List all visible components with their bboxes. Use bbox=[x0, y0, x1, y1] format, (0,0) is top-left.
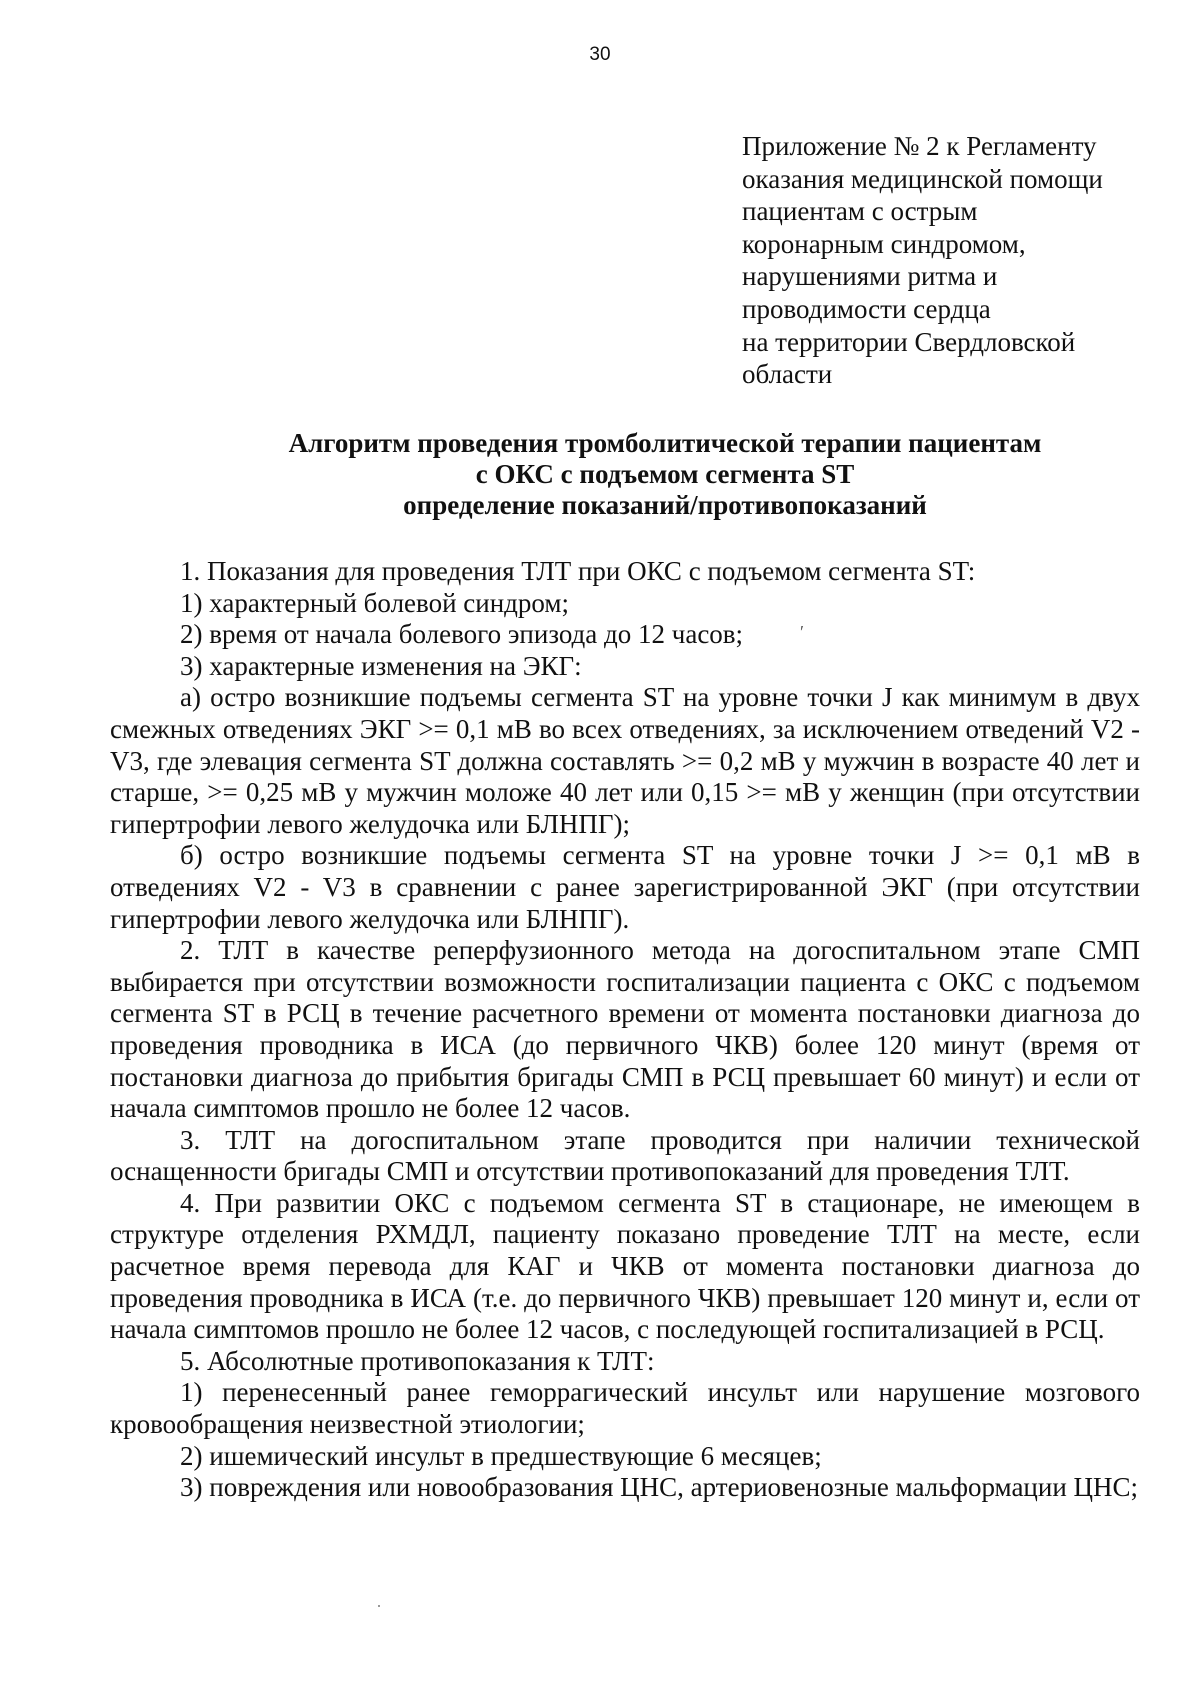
appendix-header bbox=[742, 130, 1162, 391]
scan-dot bbox=[378, 1605, 380, 1607]
paragraph: а) остро возникшие подъемы сегмента ST на уровне точки J как минимум в двух смежных отведениях ЭКГ >= 0,1 мВ во всех отведениях, за исключением отведений V2 - V3, где элевация сегмента ST должна составлять >= 0,2 мВ у мужчин в возрасте 40 лет и старше, >= 0,25 мВ у мужчин моложе 40 лет или 0,15 >= мВ у женщин (при отсутствии гипертрофии левого желудочка или БЛНПГ); bbox=[110, 682, 1140, 839]
appendix-line: оказания медицинской помощи bbox=[742, 163, 1103, 194]
paragraph: 2) ишемический инсульт в предшествующие 6 месяцев; bbox=[180, 1440, 822, 1471]
appendix-line: на территории Свердловской bbox=[742, 326, 1076, 357]
title-line: с ОКС с подъемом сегмента ST bbox=[475, 459, 855, 489]
appendix-line: проводимости сердца bbox=[742, 293, 991, 324]
paragraph: б) остро возникшие подъемы сегмента ST на уровне точки J >= 0,1 мВ в отведениях V2 - V3 в сравнении с ранее зарегистрированной ЭКГ (при отсутствии гипертрофии левого желудочка или БЛНПГ). bbox=[110, 840, 1140, 934]
document-title bbox=[200, 428, 1130, 521]
paragraph: 1) характерный болевой синдром; bbox=[180, 587, 569, 618]
paragraph: 1) перенесенный ранее геморрагический инсульт или нарушение мозгового кровообращения неизвестной этиологии; bbox=[110, 1377, 1140, 1440]
paragraph: 1. Показания для проведения ТЛТ при ОКС с подъемом сегмента ST: bbox=[180, 556, 976, 586]
title-line: определение показаний/противопоказаний bbox=[403, 490, 927, 520]
paragraph: 2. ТЛТ в качестве реперфузионного метода на догоспитальном этапе СМП выбирается при отсутствии возможности госпитализации пациента с ОКС с подъемом сегмента ST в РСЦ в течение расчетного времени от момента постановки диагноза до проведения проводника в ИСА (до первичного ЧКВ) более 120 минут (время от постановки диагноза до прибытия бригады СМП в РСЦ превышает 60 минут) и если от начала симптомов прошло не более 12 часов. bbox=[110, 935, 1140, 1124]
scan-mark: ′ bbox=[800, 622, 804, 642]
document-body bbox=[110, 556, 1140, 1504]
paragraph: 3) повреждения или новообразования ЦНС, артериовенозные мальформации ЦНС; bbox=[180, 1472, 1139, 1503]
appendix-line: нарушениями ритма и bbox=[742, 261, 998, 292]
title-line: Алгоритм проведения тромболитической терапии пациентам bbox=[288, 428, 1042, 458]
appendix-line: области bbox=[742, 359, 833, 390]
paragraph: 4. При развитии ОКС с подъемом сегмента ST в стационаре, не имеющем в структуре отделения РХМДЛ, пациенту показано проведение ТЛТ на месте, если расчетное время перевода для КАГ и ЧКВ от момента постановки диагноза до проведения проводника в ИСА (т.е. до первичного ЧКВ) превышает 120 минут и, если от начала симптомов прошло не более 12 часов, с последующей госпитализацией в РСЦ. bbox=[110, 1187, 1140, 1345]
appendix-line: пациентам с острым bbox=[742, 196, 978, 227]
page-number: 30 bbox=[589, 44, 611, 65]
paragraph: 3) характерные изменения на ЭКГ: bbox=[180, 650, 582, 681]
paragraph: 2) время от начала болевого эпизода до 12 часов; bbox=[180, 619, 744, 650]
appendix-line: Приложение № 2 к Регламенту bbox=[742, 131, 1097, 161]
paragraph: 3. ТЛТ на догоспитальном этапе проводится при наличии технической оснащенности бригады СМП и отсутствии противопоказаний для проведения ТЛТ. bbox=[110, 1124, 1140, 1187]
paragraph: 5. Абсолютные противопоказания к ТЛТ: bbox=[180, 1345, 655, 1376]
appendix-line: коронарным синдромом, bbox=[742, 228, 1026, 259]
